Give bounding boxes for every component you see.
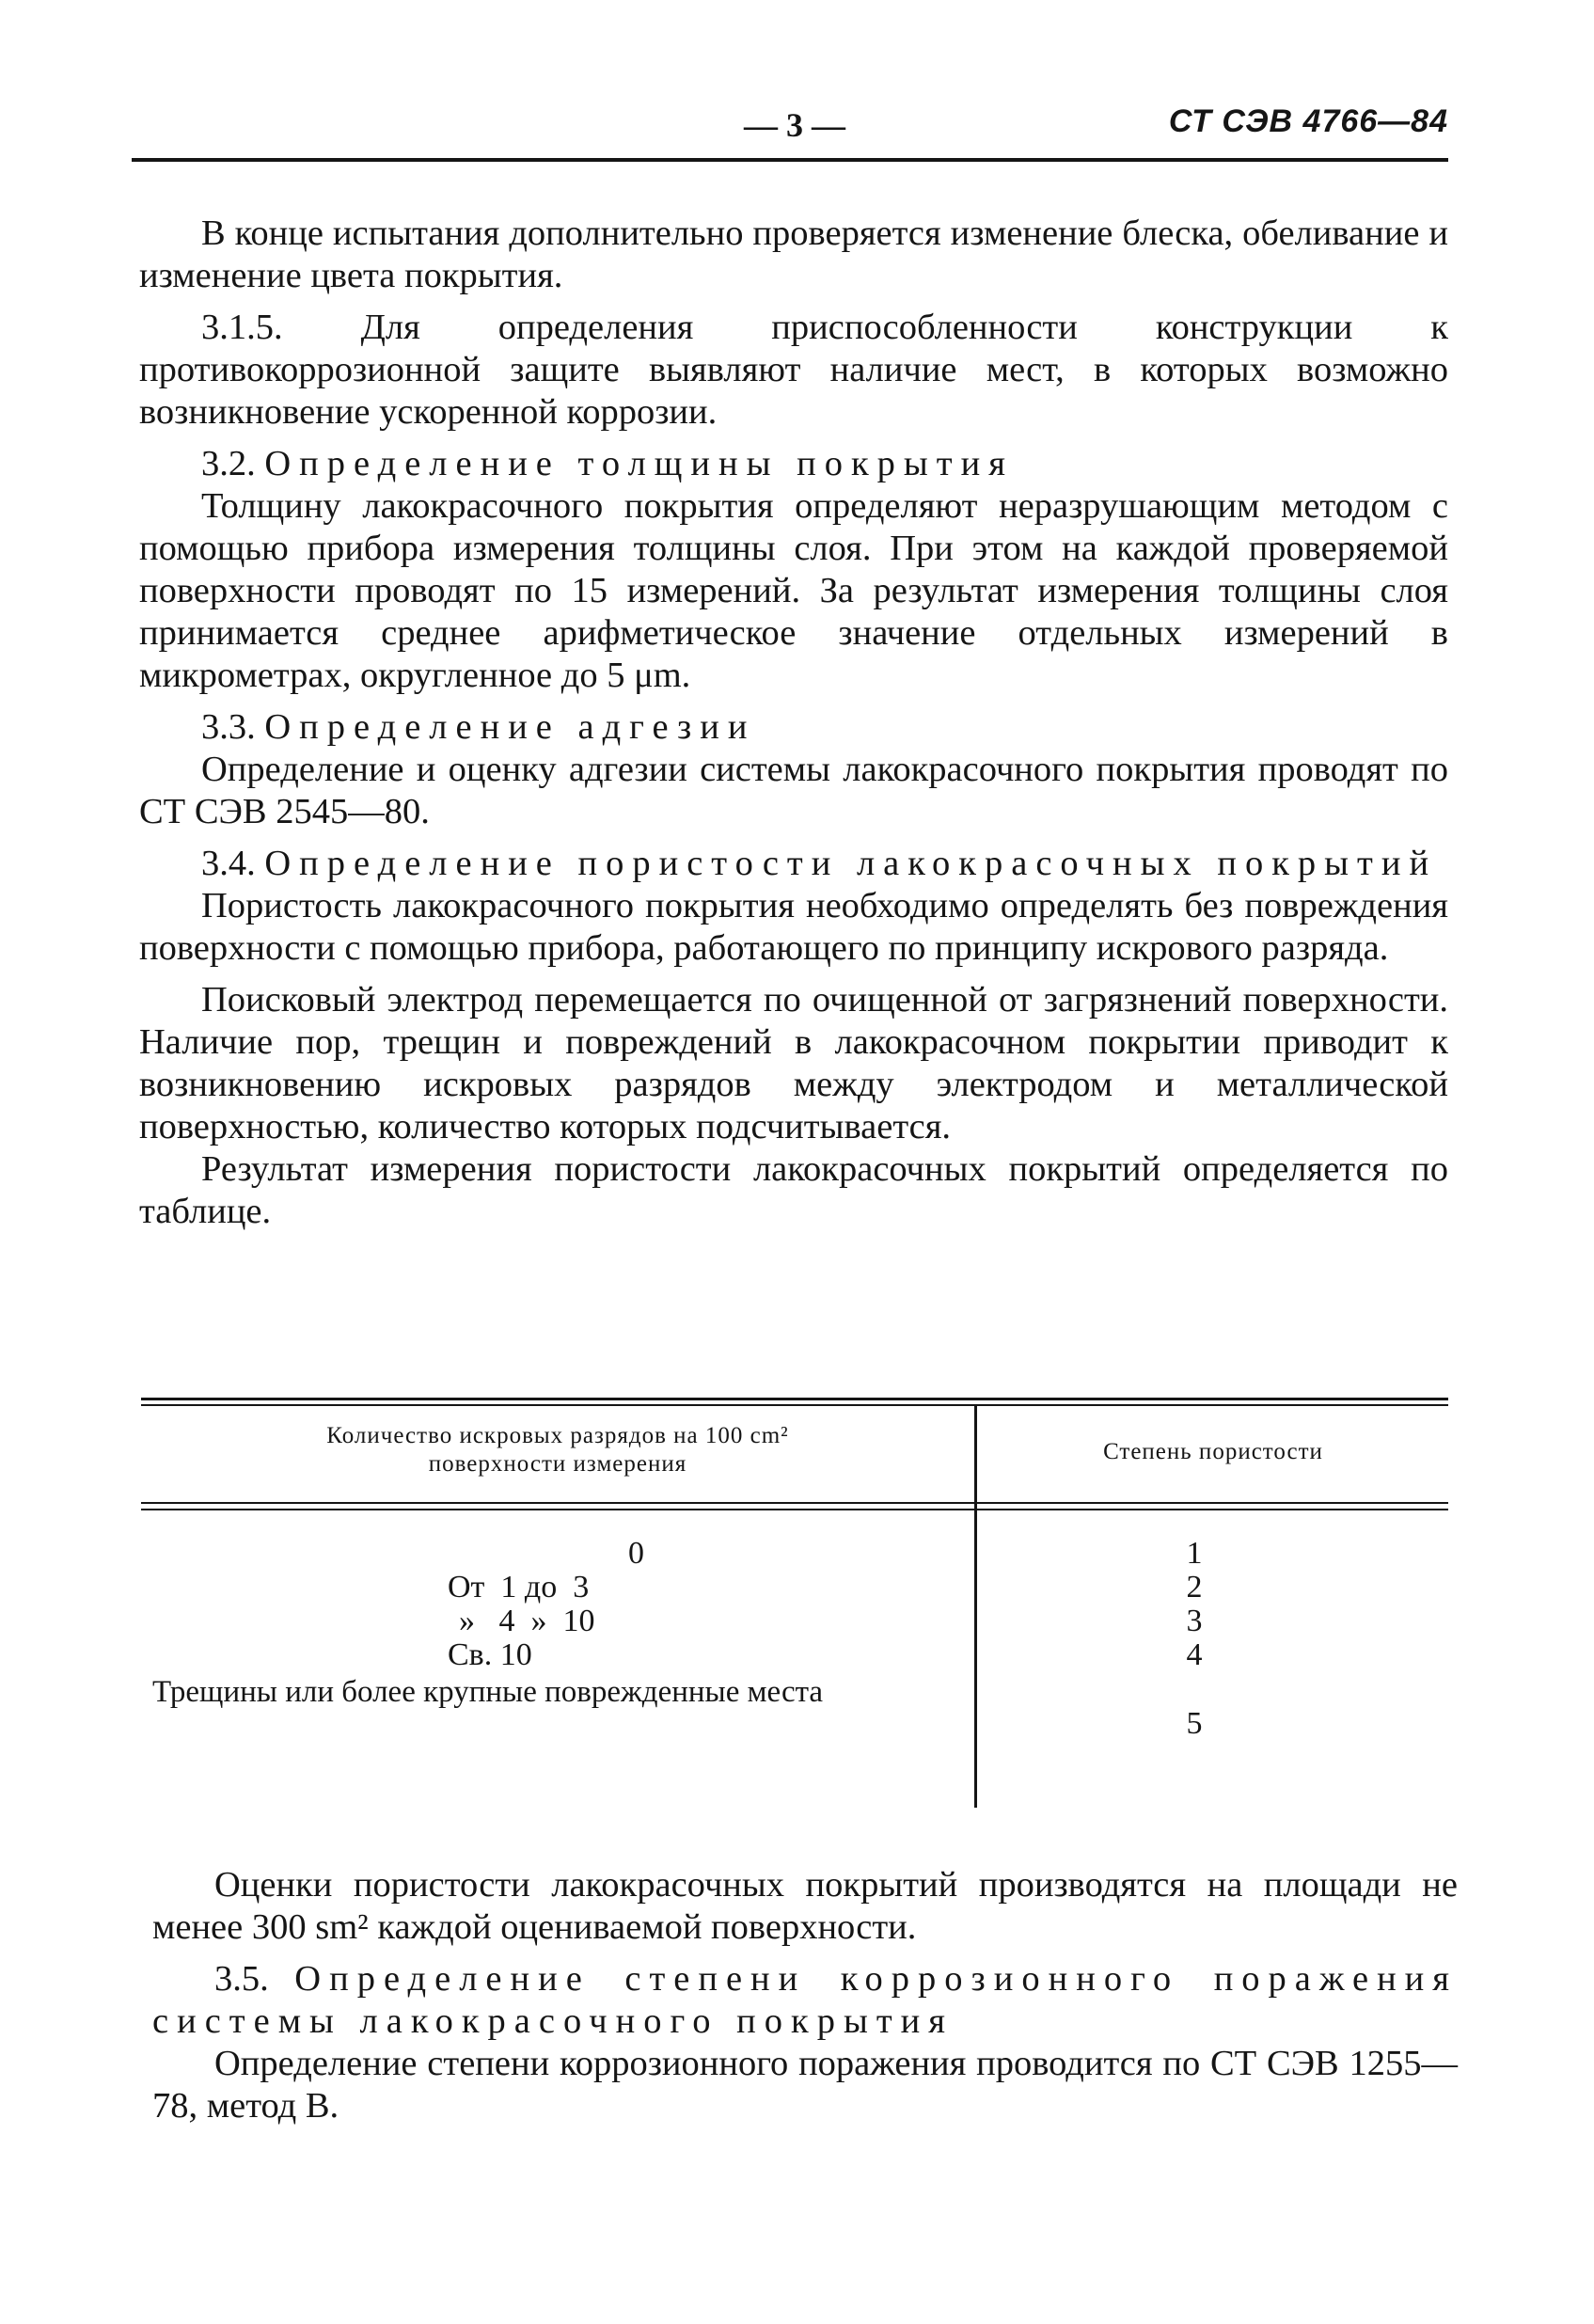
table-header-rule	[141, 1509, 1448, 1510]
paragraph: Пористость лакокрасочного покрытия необходимо определять без повреждения поверхности с помощью прибора, работающего по принципу искрового разряда.	[139, 886, 1448, 968]
table-cell-count: » 4 » 10	[459, 1604, 595, 1638]
table-top-rule	[141, 1404, 1448, 1406]
header-line: Количество искровых разрядов на 100 cm²	[326, 1423, 789, 1448]
table-cell-count: От 1 до 3	[448, 1570, 590, 1605]
body-text-top	[139, 213, 1448, 1233]
paragraph: Толщину лакокрасочного покрытия определяют неразрушающим методом с помощью прибора измерения толщины слоя. При этом на каждой проверяемой поверхности проводят по 15 измерений. За результат измерения толщины слоя принимается среднее арифметическое значение отдельных измерений в микрометрах, округленное до 5 μm.	[139, 486, 1448, 695]
page-number: — 3 —	[744, 106, 845, 144]
table-cell-degree: 4	[1186, 1637, 1203, 1672]
table-cell-count: Трещины или более крупные поврежденные места	[152, 1675, 824, 1709]
table-cell-count: 0	[628, 1536, 644, 1571]
paragraph: Определение степени коррозионного поражения проводится по СТ СЭВ 1255—78, метод В.	[152, 2044, 1458, 2126]
header-rule	[132, 158, 1448, 162]
header-line: поверхности измерения	[428, 1451, 687, 1477]
table-header-rule	[141, 1502, 1448, 1504]
paragraph: Поисковый электрод перемещается по очищенной от загрязнений поверхности. Наличие пор, трещин и повреждений в лакокрасочном покрытии приводит к возникновению искровых разрядов между электродом и металлической поверхностью, количество которых подсчитывается.	[139, 980, 1448, 1146]
paragraph-3-1-5: 3.1.5. Для определения приспособленности конструкции к противокоррозионной защите выявляют наличие мест, в которых возможно возникновение ускоренной коррозии.	[139, 308, 1448, 432]
table-top-rule	[141, 1398, 1448, 1400]
table-cell-degree: 5	[1186, 1706, 1203, 1741]
section-number: 3.5.	[214, 1959, 269, 1999]
paragraph: Результат измерения пористости лакокрасочных покрытий определяется по таблице.	[139, 1149, 1448, 1231]
table-header-count	[141, 1422, 974, 1478]
section-title: Определение степени коррозионного поражения системы лакокрасочного покрытия	[152, 1959, 1458, 2041]
section-heading-3-5	[152, 1958, 1458, 2043]
table-column-divider	[974, 1405, 977, 1808]
section-number: 3.4.	[201, 844, 256, 883]
body-text-bottom	[152, 1864, 1458, 2127]
section-heading-3-3	[139, 706, 1448, 749]
section-title: Определение пористости лакокрасочных покрытий	[264, 844, 1438, 883]
section-title: Определение адгезии	[264, 707, 756, 747]
section-title: Определение толщины покрытия	[264, 444, 1014, 483]
section-heading-3-2	[139, 443, 1448, 485]
table-header-degree: Степень пористости	[1103, 1439, 1323, 1464]
standard-designation: СТ СЭВ 4766—84	[1168, 103, 1448, 139]
table-cell-degree: 3	[1186, 1604, 1203, 1638]
section-heading-3-4	[139, 843, 1448, 885]
paragraph: Оценки пористости лакокрасочных покрытий производятся на площади не менее 300 sm² каждой оцениваемой поверхности.	[152, 1865, 1458, 1947]
table-cell-count: Св. 10	[448, 1637, 532, 1672]
paragraph: В конце испытания дополнительно проверяется изменение блеска, обеливание и изменение цвета покрытия.	[139, 213, 1448, 295]
table-cell-degree: 2	[1186, 1570, 1203, 1605]
section-number: 3.2.	[201, 444, 256, 483]
table-cell-degree: 1	[1186, 1536, 1203, 1571]
paragraph: Определение и оценку адгезии системы лакокрасочного покрытия проводят по СТ СЭВ 2545—80.	[139, 750, 1448, 831]
section-number: 3.3.	[201, 707, 256, 747]
